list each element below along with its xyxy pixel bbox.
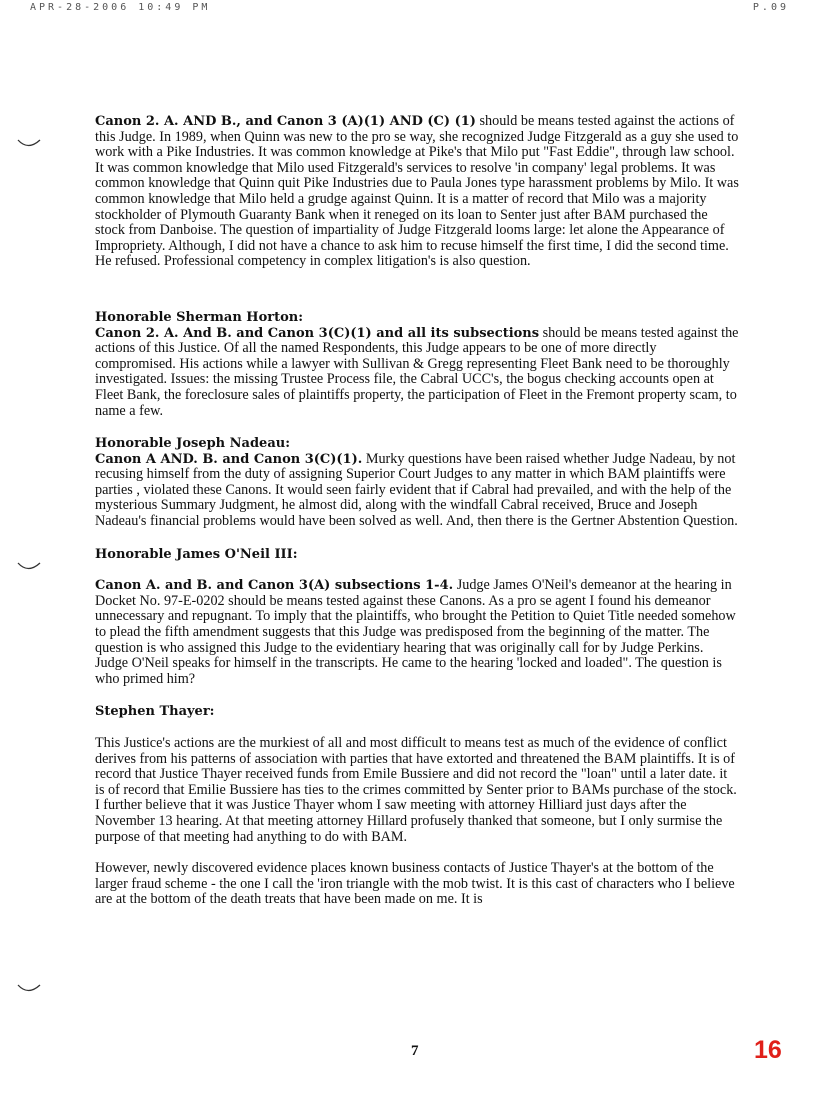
punch-hole-mark-icon [16, 560, 42, 574]
punch-hole-mark-icon [16, 982, 42, 996]
section-heading-horton: Honorable Sherman Horton: [95, 309, 304, 325]
fax-header-left: APR-28-2006 10:49 PM [30, 2, 211, 13]
paragraph-lead: Canon A. and B. and Canon 3(A) subsections 1-4. [95, 578, 454, 594]
paragraph-fitzgerald [95, 114, 740, 270]
exhibit-number: 16 [754, 1036, 782, 1064]
paragraph-lead: Canon 2. A. AND B., and Canon 3 (A)(1) AND (C) (1) [95, 114, 476, 129]
paragraph-text: should be means tested against the actions of this Justice. Of all the named Respondents, this Judge appears to be one of more directly compromised. His actions while a lawyer with Sullivan & Gregg representing Fleet Bank need to be thoroughly investigated. Issues: the missing Trustee Process file, the Cabral UCC's, the bogus checking accounts open at Fleet Bank, the foreclosure sales of plaintiffs property, the participation of Fleet in the Fremont property scam, to name a few. [95, 324, 739, 419]
paragraph-thayer [95, 736, 740, 845]
paragraph-text: Murky questions have been raised whether Judge Nadeau, by not recusing himself from the duty of assigning Superior Court Judges to any matter in which BAM plaintiffs were parties , violated these Canons. It would seen fairly evident that if Cabral had prevailed, and with the help of the mysterious Summary Judgment, he almost did, along with the windfall Cabral received, Bruce and Joseph Nadeau's financial problems would have been solved as well. And, then there is the Gertner Abstention Question. [95, 450, 738, 530]
paragraph-nadeau [95, 452, 740, 530]
document-body [95, 114, 740, 908]
punch-hole-mark-icon [16, 137, 42, 151]
paragraph-lead: Canon 2. A. And B. and Canon 3(C)(1) and all its subsections [95, 325, 540, 341]
paragraph-text: should be means tested against the actions of this Judge. In 1989, when Quinn was new to the pro se way, she recognized Judge Fitzgerald as a guy she used to work with a Pike Industries. It was common knowledge at Pike's that Milo put "Fast Eddie", through law school. It was common knowledge that Milo used Fitzgerald's services to resolve 'in company' legal problems. It was common knowledge that Quinn quit Pike Industries due to Paula Jones type harassment problems by Milo. It was common knowledge that Milo held a grudge against Quinn. It is a matter of record that Milo was a majority stockholder of Plymouth Guaranty Bank when it reneged on its loan to Senter just after BAM purchased the stock from Danboise. The question of impartiality of Judge Fitzgerald looms large: let alone the Appearance of Impropriety. Although, I did not have a chance to ask him to recuse himself the first time, I did the second time. He refused. Professional competency in complex litigation's is also question. [95, 113, 739, 270]
paragraph-text: However, newly discovered evidence places known business contacts of Justice Thayer's at the bottom of the larger fraud scheme - the one I call the 'iron triangle with the mob twist. It is this cast of characters who I believe are at the bottom of the death treats that have been made on me. It is [95, 860, 735, 908]
paragraph-lead: Canon A AND. B. and Canon 3(C)(1). [95, 451, 363, 467]
paragraph-text: This Justice's actions are the murkiest of all and most difficult to means test as much of the evidence of conflict derives from his patterns of association with parties that have extorted and threatened the BAM plaintiffs. It is of record that Justice Thayer received funds from Emile Bussiere and did not record the "loan" until a later date. it is of record that Emilie Bussiere has ties to the crimes committed by Senter prior to BAMs purchase of the stock. I further believe that it was Justice Thayer whom I saw meeting with attorney Hilliard just days after the November 13 hearing. At that meeting attorney Hillard profusely thanked that someone, but I only surmise the purpose of that meeting had anything to do with BAM. [95, 735, 737, 845]
section-heading-oneil: Honorable James O'Neil III: [95, 546, 298, 562]
section-heading-thayer: Stephen Thayer: [95, 704, 215, 720]
paragraph-oneil [95, 578, 740, 687]
page-number: 7 [411, 1043, 419, 1059]
paragraph-text: Judge James O'Neil's demeanor at the hearing in Docket No. 97-E-0202 should be means tested against these Canons. As a pro se agent I found his demeanor unnecessary and repugnant. To imply that the plaintiffs, who brought the Petition to Quiet Title needed somehow to plead the fifth amendment suggests that this Judge was predisposed from the beginning of the matter. The question is who assigned this Judge to the evidentiary hearing that was originally call for by Judge Perkins. Judge O'Neil speaks for himself in the transcripts. He came to the hearing 'locked and loaded". The question is who primed him? [95, 577, 736, 687]
fax-header-right: P.09 [752, 2, 789, 13]
paragraph-thayer-continued [95, 861, 740, 908]
paragraph-horton [95, 326, 740, 420]
section-heading-nadeau: Honorable Joseph Nadeau: [95, 436, 290, 452]
